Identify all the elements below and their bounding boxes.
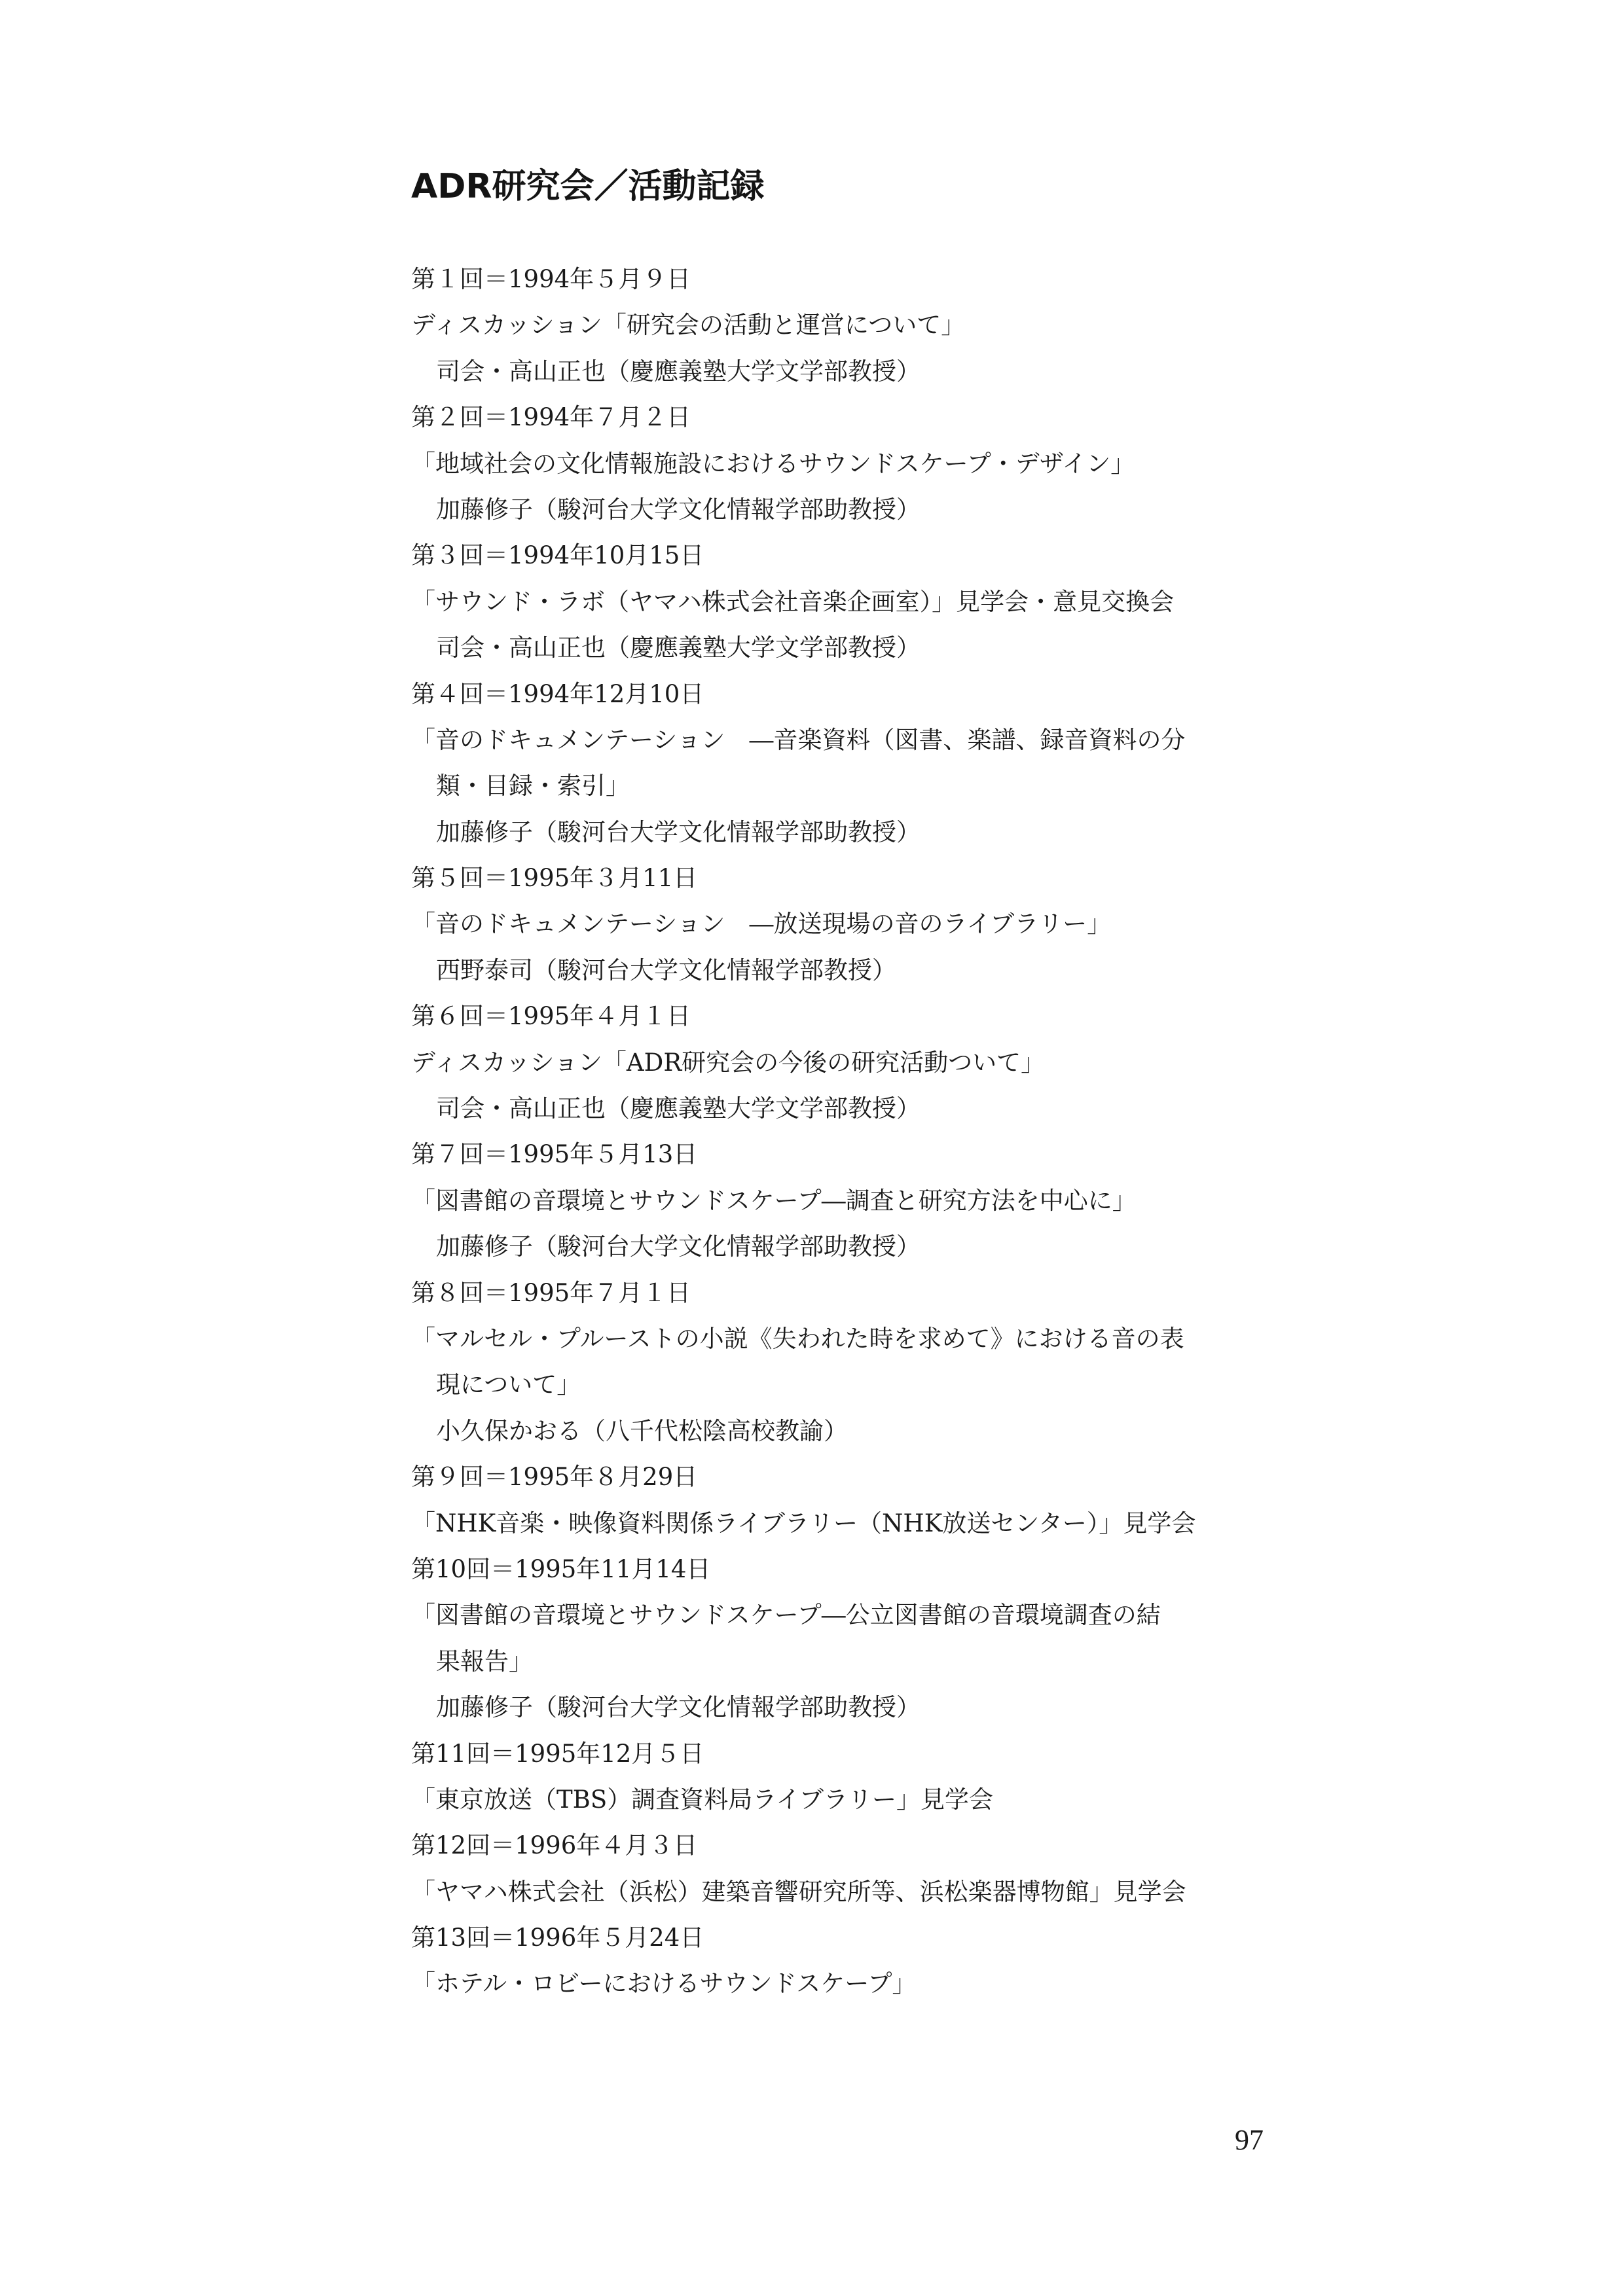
record-line: 第１回＝1994年５月９日 [411,265,691,293]
record-line: 「図書館の音環境とサウンドスケープ―調査と研究方法を中心に」 [411,1186,1137,1215]
record-line: 果報告」 [436,1647,533,1676]
record-line: 第２回＝1994年７月２日 [411,403,691,432]
record-line: 司会・高山正也（慶應義塾大学文学部教授） [436,634,921,662]
record-line: 第13回＝1996年５月24日 [411,1924,704,1952]
record-line: 第４回＝1994年12月10日 [411,679,704,708]
page-number: 97 [1235,2124,1264,2156]
record-line: 第８回＝1995年７月１日 [411,1278,691,1307]
record-line: 「図書館の音環境とサウンドスケープ―公立図書館の音環境調査の結 [411,1601,1161,1630]
record-line: 第12回＝1996年４月３日 [411,1831,698,1860]
record-line: 加藤修子（駿河台大学文化情報学部助教授） [436,1232,921,1261]
record-line: 「NHK音楽・映像資料関係ライブラリー（NHK放送センター）」見学会 [411,1509,1196,1537]
record-line: ディスカッション「研究会の活動と運営について」 [411,311,966,340]
record-line: 「ヤマハ株式会社（浜松）建築音響研究所等、浜松楽器博物館」見学会 [411,1877,1186,1906]
record-line: 第５回＝1995年３月11日 [411,864,698,893]
record-line: 類・目録・索引」 [436,772,630,800]
record-line: 「サウンド・ラボ（ヤマハ株式会社音楽企画室）」見学会・意見交換会 [411,587,1175,616]
record-line: 「音のドキュメンテーション ―放送現場の音のライブラリー」 [411,910,1112,939]
record-line: 加藤修子（駿河台大学文化情報学部助教授） [436,495,921,524]
record-line: 第11回＝1995年12月５日 [411,1739,704,1768]
record-line: 加藤修子（駿河台大学文化情報学部助教授） [436,817,921,846]
record-line: 「マルセル・プルーストの小説《失われた時を求めて》における音の表 [411,1324,1184,1353]
record-line: 「ホテル・ロビーにおけるサウンドスケープ」 [411,1969,917,1998]
record-line: 「音のドキュメンテーション ―音楽資料（図書、楽譜、録音資料の分 [411,725,1186,754]
record-line: 現について」 [436,1371,581,1399]
record-line: 「地域社会の文化情報施設におけるサウンドスケープ・デザイン」 [411,449,1135,478]
record-line: 第６回＝1995年４月１日 [411,1002,691,1031]
record-line: 第７回＝1995年５月13日 [411,1140,698,1169]
record-line: 西野泰司（駿河台大学文化情報学部教授） [436,956,896,984]
record-line: ディスカッション「ADR研究会の今後の研究活動ついて」 [411,1048,1046,1077]
record-line: 第10回＝1995年11月14日 [411,1554,711,1583]
record-line: 「東京放送（TBS）調査資料局ライブラリー」見学会 [411,1785,993,1814]
record-line: 第３回＝1994年10月15日 [411,541,704,570]
activity-record-list [411,257,1197,2007]
record-line: 加藤修子（駿河台大学文化情報学部助教授） [436,1693,921,1722]
record-line: 司会・高山正也（慶應義塾大学文学部教授） [436,1094,921,1123]
record-line: 小久保かおる（八千代松陰高校教諭） [436,1416,848,1445]
record-line: 第９回＝1995年８月29日 [411,1463,698,1492]
page-title: ADR研究会／活動記録 [411,167,765,206]
record-line: 司会・高山正也（慶應義塾大学文学部教授） [436,357,921,386]
